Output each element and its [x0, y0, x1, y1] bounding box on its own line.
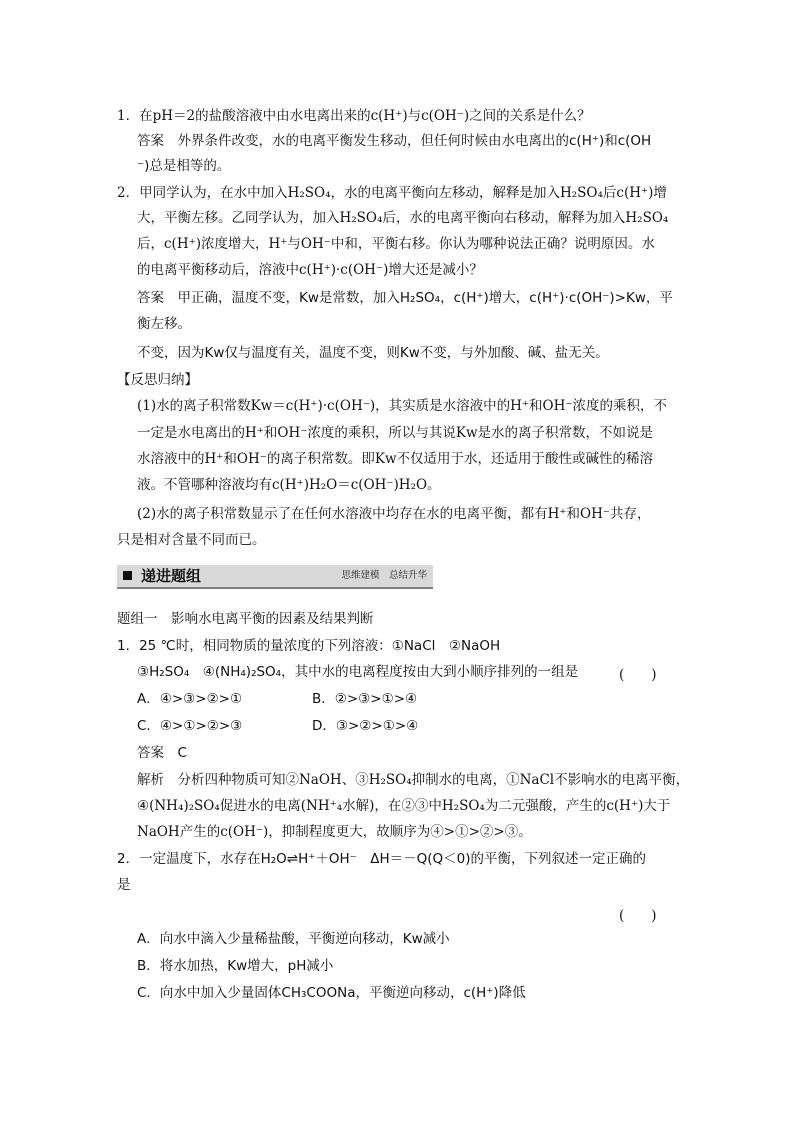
text-line: A．④>③>②>①: [137, 691, 243, 707]
answer-bracket: ( ): [619, 908, 657, 924]
text-line: A．向水中滴入少量稀盐酸，平衡逆向移动，Kw减小: [137, 931, 450, 947]
text-line: C．向水中加入少量固体CH₃COONa，平衡逆向移动，c(H⁺)降低: [137, 985, 526, 1001]
text-line: (1)水的离子积常数Kw＝c(H⁺)·c(OH⁻)，其实质是水溶液中的H⁺和OH⁻浓度的乘积，不: [137, 398, 667, 414]
text-line: (2)水的离子积常数显示了在任何水溶液中均存在水的电离平衡，都有H⁺和OH⁻共存，: [137, 506, 651, 522]
text-line: 题组一 影响水电离平衡的因素及结果判断: [117, 611, 374, 627]
section-subtitle: 思维建模 总结升华: [341, 570, 427, 581]
text-line: 只是相对含量不同而已。: [117, 532, 266, 548]
text-line: C．④>①>②>③: [137, 718, 243, 734]
text-line: NaOH产生的c(OH⁻)，抑制程度更大，故顺序为④>①>②>③。: [137, 824, 532, 840]
text-line: D．③>②>①>④: [312, 718, 419, 734]
text-line: 的电离平衡移动后，溶液中c(H⁺)·c(OH⁻)增大还是减小？: [137, 262, 483, 278]
text-line: 答案 甲正确，温度不变，Kw是常数，加入H₂SO₄，c(H⁺)增大，c(H⁺)·c(OH⁻)>Kw，平: [137, 290, 673, 306]
section-header-bar: [117, 565, 433, 589]
text-line: ⁻)总是相等的。: [137, 158, 231, 174]
text-line: 一定是水电离出的H⁺和OH⁻浓度的乘积，所以与其说Kw是水的离子积常数，不如说是: [137, 425, 654, 441]
text-line: 大，平衡左移。乙同学认为，加入H₂SO₄后，水的电离平衡向右移动，解释为加入H₂SO₄: [137, 210, 669, 226]
text-line: 答案 外界条件改变，水的电离平衡发生移动，但任何时候由水电离出的c(H⁺)和c(OH: [137, 133, 652, 149]
text-line: 1．在pH＝2的盐酸溶液中由水电离出来的c(H⁺)与c(OH⁻)之间的关系是什么？: [117, 108, 591, 124]
text-line: 衡左移。: [137, 316, 191, 332]
text-line: 1．25 ℃时，相同物质的量浓度的下列溶液：①NaCl ②NaOH: [117, 638, 501, 654]
answer-bracket: ( ): [619, 667, 657, 683]
text-line: 液。不管哪种溶液均有c(H⁺)H₂O＝c(OH⁻)H₂O。: [137, 477, 441, 493]
text-line: 答案 C: [137, 745, 187, 761]
text-line: 2．甲同学认为，在水中加入H₂SO₄，水的电离平衡向左移动，解释是加入H₂SO₄后c(H⁺)增: [117, 185, 667, 201]
text-line: 后，c(H⁺)浓度增大，H⁺与OH⁻中和，平衡右移。你认为哪种说法正确？说明原因。水: [137, 236, 655, 252]
section-title: 递进题组: [141, 567, 202, 585]
text-line: 不变，因为Kw仅与温度有关，温度不变，则Kw不变，与外加酸、碱、盐无关。: [137, 345, 609, 361]
text-line: B．将水加热，Kw增大，pH减小: [137, 958, 334, 974]
text-line: 【反思归纳】: [117, 372, 198, 388]
text-line: 2．一定温度下，水存在H₂O⇌H⁺＋OH⁻ ΔH＝－Q(Q＜0)的平衡，下列叙述一定正确的: [117, 851, 647, 867]
text-line: ③H₂SO₄ ④(NH₄)₂SO₄，其中水的电离程度按由大到小顺序排列的一组是: [137, 664, 579, 680]
black-square-icon: [123, 571, 132, 580]
text-line: 解析 分析四种物质可知②NaOH、③H₂SO₄抑制水的电离，①NaCl不影响水的电离平衡，: [137, 772, 690, 788]
text-line: 水溶液中的H⁺和OH⁻的离子积常数。即Kw不仅适用于水，还适用于酸性或碱性的稀溶: [137, 451, 654, 467]
text-line: ④(NH₄)₂SO₄促进水的电离(NH⁺₄水解)，在②③中H₂SO₄为二元强酸，产生的c(H⁺)大于: [137, 798, 671, 814]
text-line: 是: [117, 877, 131, 893]
text-line: B．②>③>①>④: [312, 691, 418, 707]
